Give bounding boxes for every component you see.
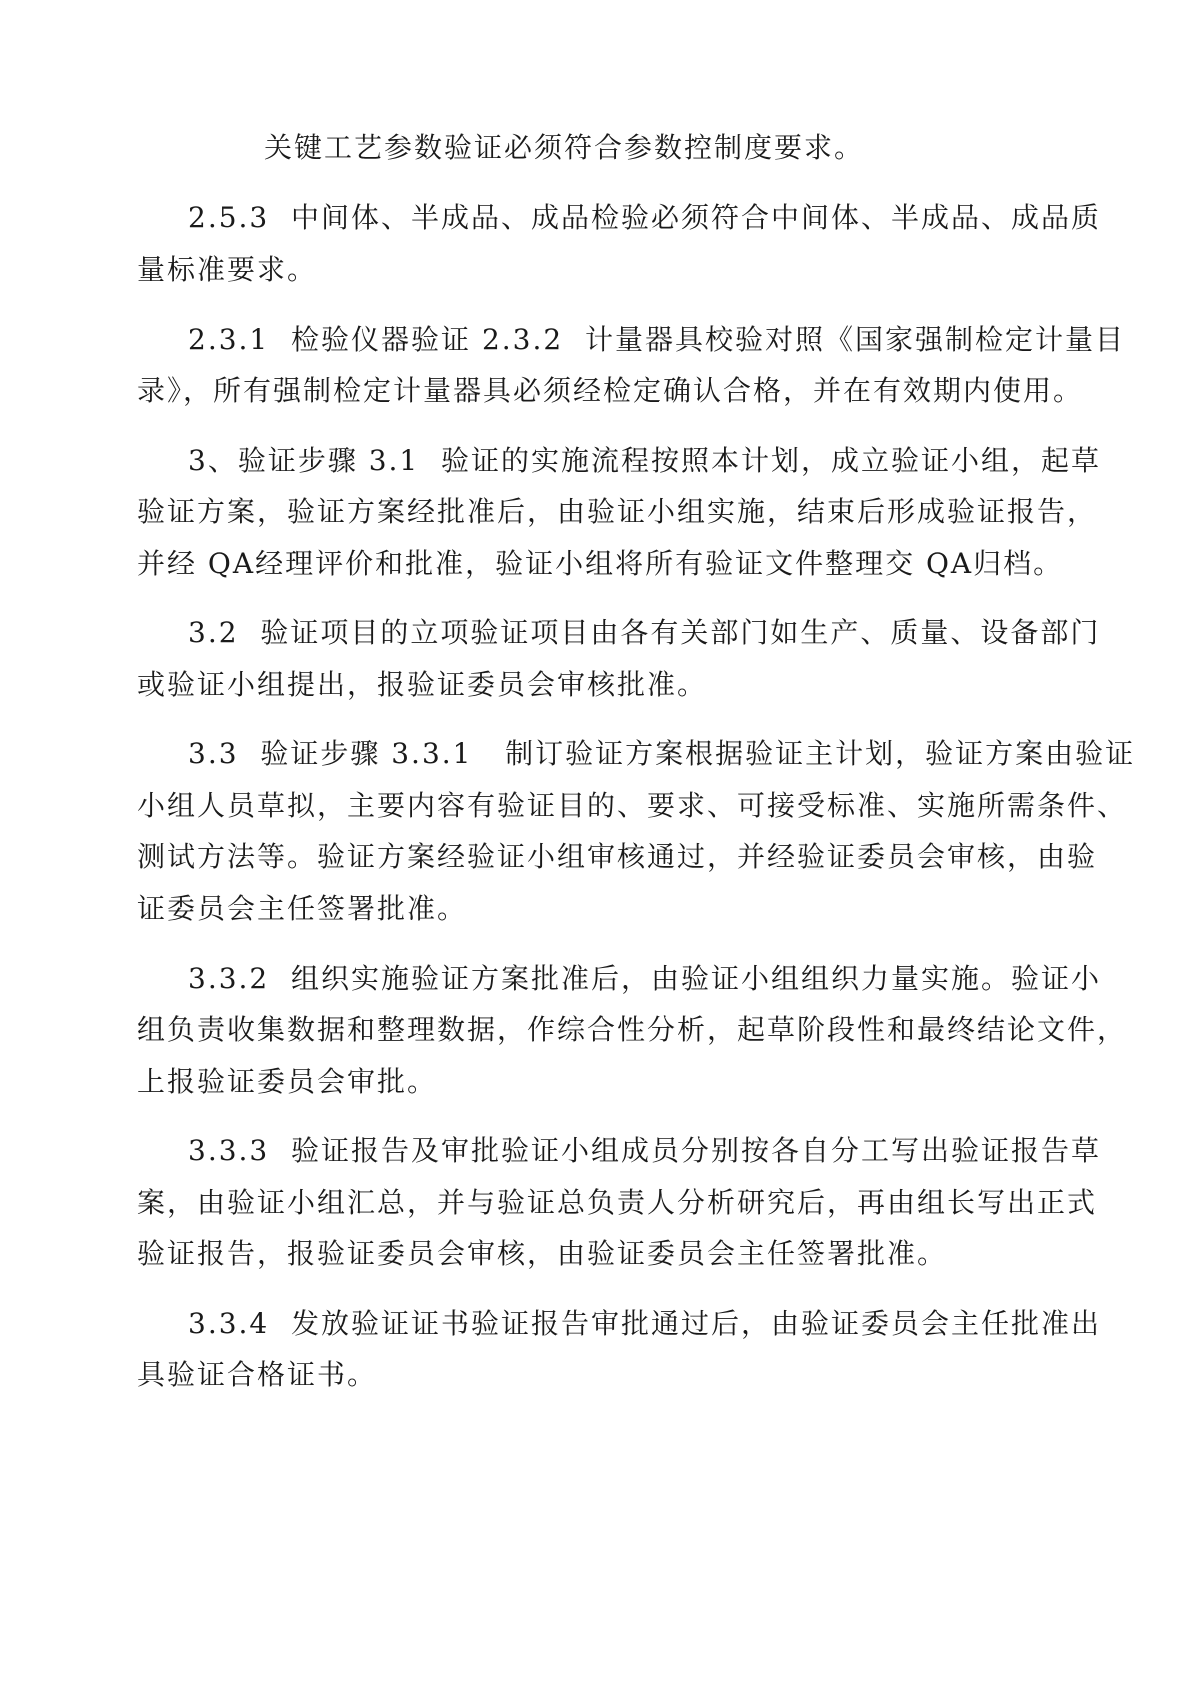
text-line: 3、验证步骤 3.1 验证的实施流程按照本计划，成立验证小组，起草 [188,444,1102,477]
text-line: 验证报告，报验证委员会审核，由验证委员会主任签署批准。 [137,1237,948,1270]
text-line: 关键工艺参数验证必须符合参数控制度要求。 [264,131,865,164]
text-line: 3.3.2 组织实施验证方案批准后，由验证小组组织力量实施。验证小 [188,962,1102,995]
text-line: 小组人员草拟，主要内容有验证目的、要求、可接受标准、实施所需条件、 [137,789,1128,822]
text-line: 案，由验证小组汇总，并与验证总负责人分析研究后，再由组长写出正式 [137,1186,1098,1219]
text-line: 具验证合格证书。 [137,1358,378,1391]
text-line: 量标准要求。 [137,253,318,286]
text-line: 录》，所有强制检定计量器具必须经检定确认合格，并在有效期内使用。 [137,374,1084,407]
text-line: 3.2 验证项目的立项验证项目由各有关部门如生产、质量、设备部门 [188,616,1101,649]
text-line: 上报验证委员会审批。 [137,1065,438,1098]
text-line: 2.3.1 检验仪器验证 2.3.2 计量器具校验对照《国家强制检定计量目 [188,323,1125,356]
text-line: 证委员会主任签署批准。 [137,892,468,925]
text-line: 3.3.4 发放验证证书验证报告审批通过后，由验证委员会主任批准出 [188,1307,1102,1340]
text-line: 3.3 验证步骤 3.3.1 制订验证方案根据验证主计划，验证方案由验证 [188,737,1136,770]
text-line: 2.5.3 中间体、半成品、成品检验必须符合中间体、半成品、成品质 [188,201,1102,234]
text-line: 组负责收集数据和整理数据，作综合性分析，起草阶段性和最终结论文件， [137,1013,1128,1046]
text-line: 并经 QA经理评价和批准，验证小组将所有验证文件整理交 QA归档。 [137,547,1064,580]
text-line: 或验证小组提出，报验证委员会审核批准。 [137,668,708,701]
text-line: 3.3.3 验证报告及审批验证小组成员分别按各自分工写出验证报告草 [188,1134,1102,1167]
text-line: 验证方案，验证方案经批准后，由验证小组实施，结束后形成验证报告， [137,495,1098,528]
text-line: 测试方法等。验证方案经验证小组审核通过，并经验证委员会审核，由验 [137,840,1098,873]
